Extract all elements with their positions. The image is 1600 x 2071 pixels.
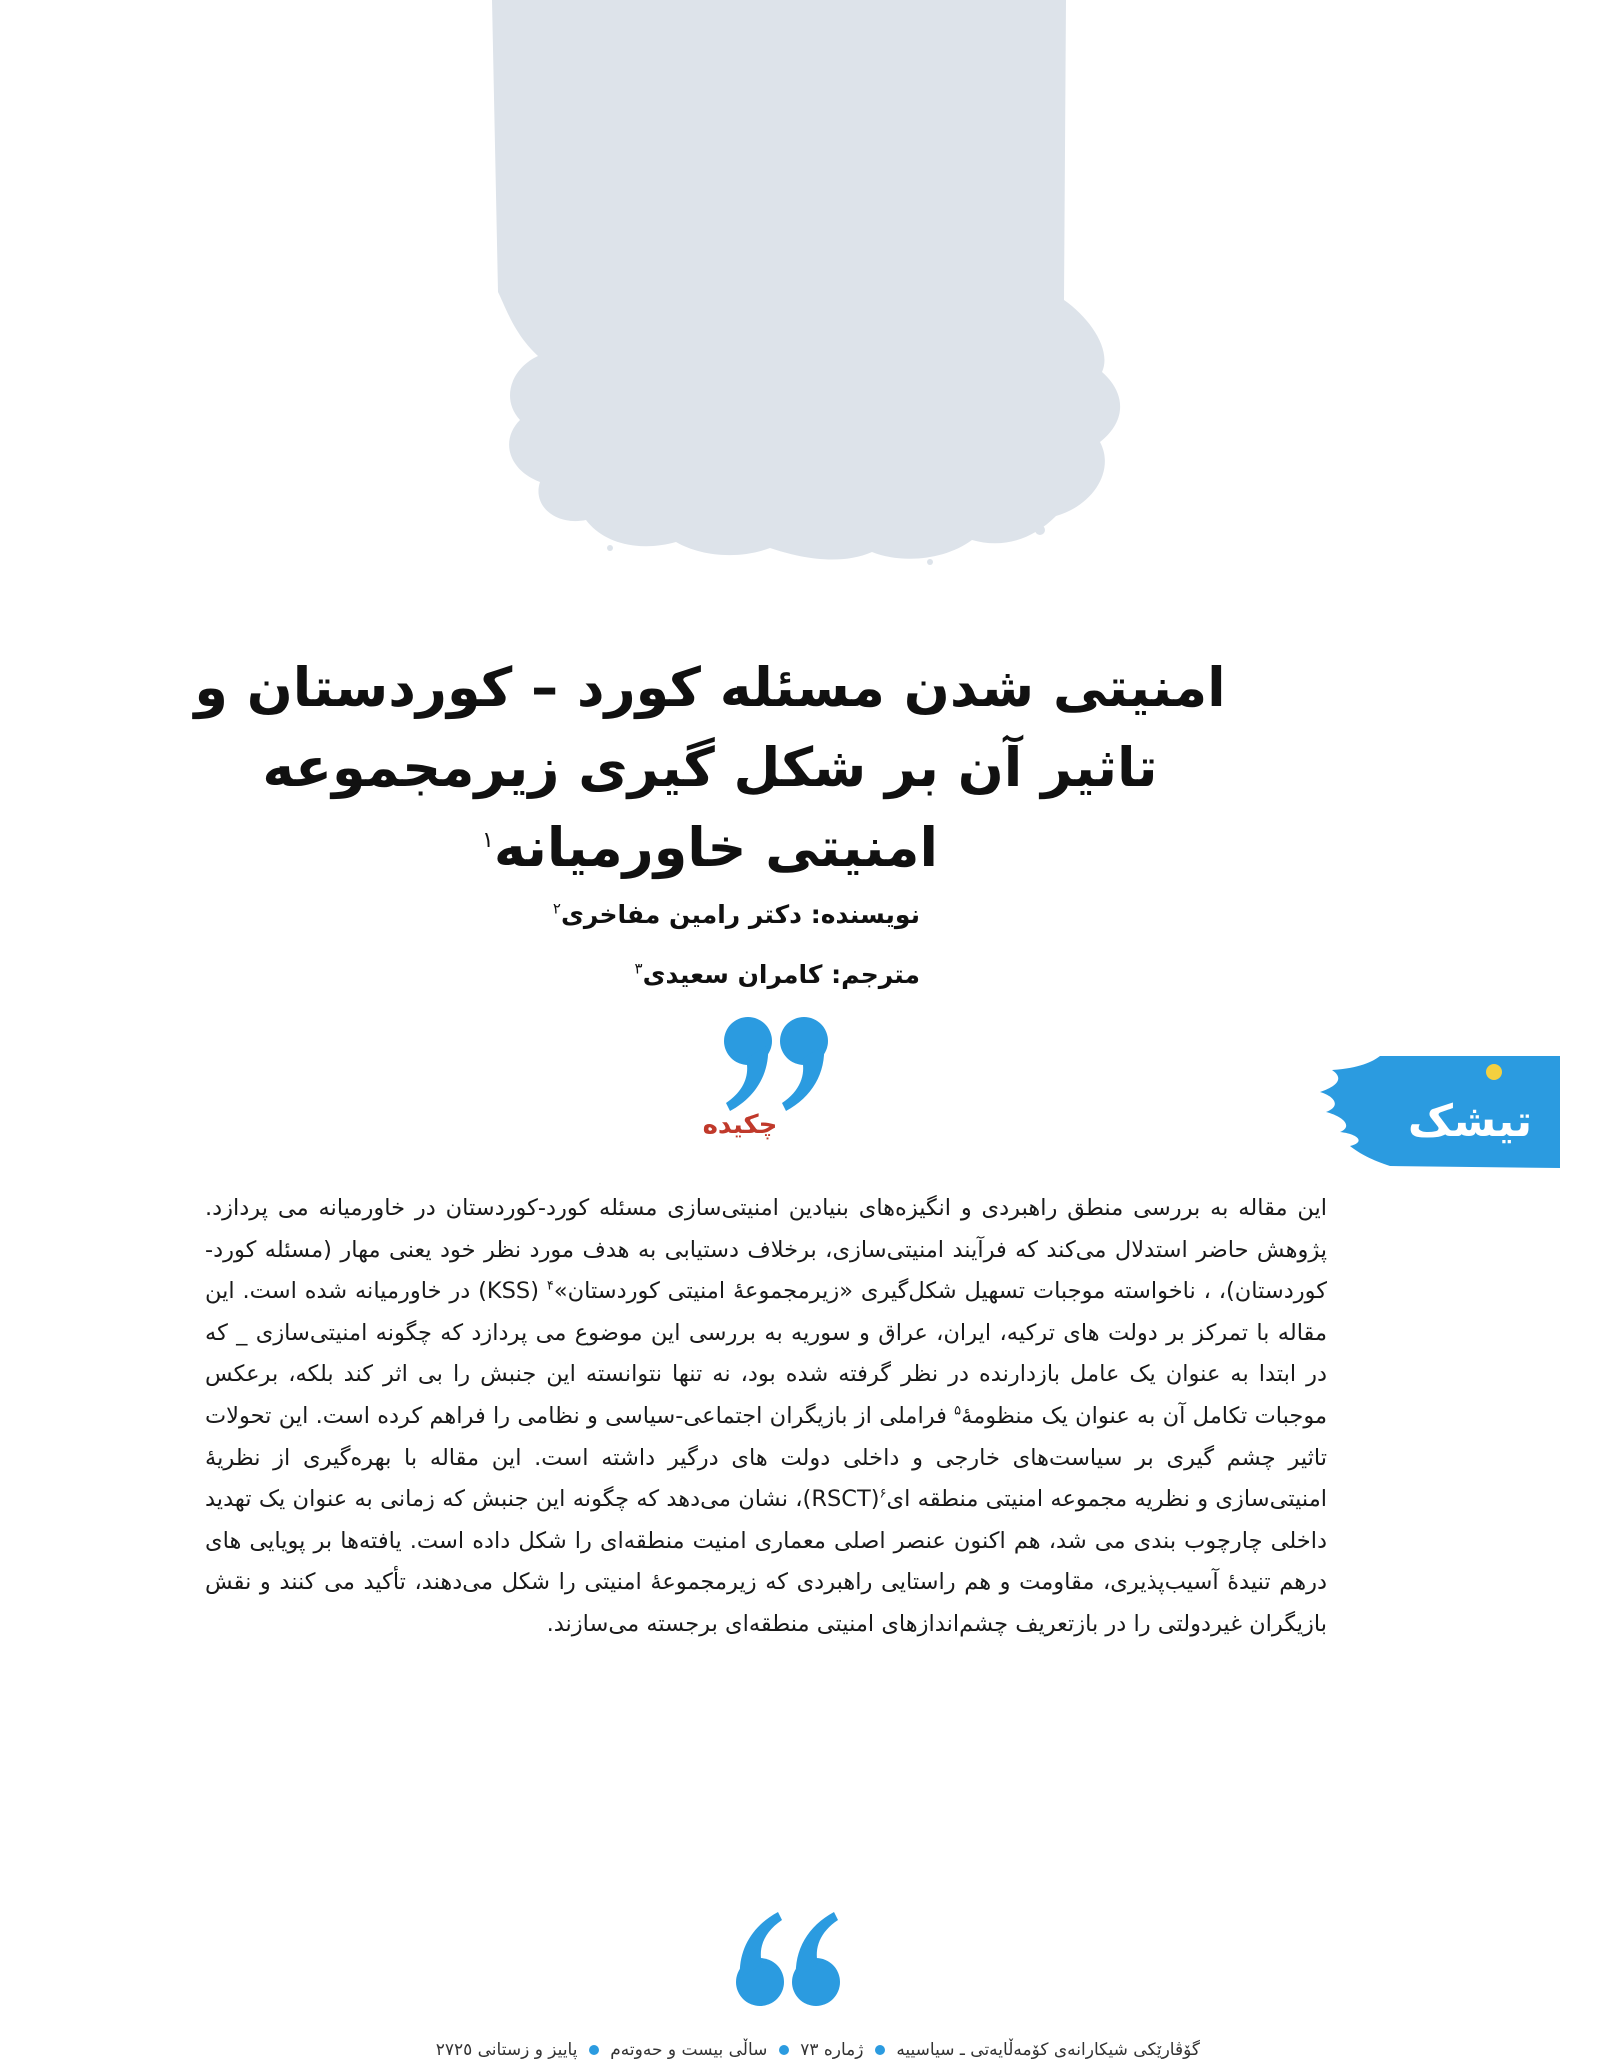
title-line-3 [160,808,1260,888]
author-footnote-ref: ۲ [552,899,561,918]
bullet-dot-icon [875,2045,885,2055]
footer-issue-number: ژمارە ٧٣ [800,2040,864,2060]
splash-speck [607,545,613,551]
bullet-dot-icon [779,2045,789,2055]
abstract-text-part-4: (RSCT)، نشان می‌دهد که چگونه این جنبش که زمانی به عنوان یک تهدید داخلی چارچوب بندی می شد، هم اکنون عنصر اصلی معماری امنیت منطقه‌ای را شکل داده است. یافته‌ها بر پویایی های درهم تنیدهٔ آسیب‌پذیری، مقاومت و هم راستایی راهبردی که زیرمجموعهٔ امنیتی را شکل می‌دهند، تأکید می کنند و نقش بازیگران غیردولتی را در بازتعریف چشم‌اندازهای امنیتی منطقه‌ای برجسته می‌سازند. [205,1486,1327,1637]
splash-speck [548,474,556,482]
quote-open-icon [716,1015,836,1115]
bullet-dot-icon [589,2045,599,2055]
title-line-1: امنیتی شدن مسئله کورد – کوردستان و [194,656,1226,720]
abstract-body [205,1188,1327,1646]
translator-footnote-ref: ۳ [634,959,643,978]
footnote-ref-6: ۶ [879,1486,887,1502]
author-line [200,895,920,935]
title-line-2: تاثیر آن بر شکل گیری زیرمجموعه [262,736,1158,800]
translator-text: مترجم: کامران سعیدی [642,960,920,989]
footnote-ref-4: ۴ [546,1278,554,1294]
abstract-text-part-3: فراملی از بازیگران اجتماعی-سیاسی و نظامی را فراهم کرده است. این تحولات تاثیر چشم گیری بر سیاست‌های خارجی و داخلی دولت های درگیر داشته است. این مقاله با بهره‌گیری از نظریهٔ امنیتی‌سازی و نظریه مجموعه امنیتی منطقه ای [205,1402,1327,1513]
splash-speck [1035,525,1045,535]
title-line-3-text: امنیتی خاورمیانه [493,816,938,880]
footer-journal-description: گۆڤارێکی شیکارانەی کۆمەڵایەتی ـ سیاسییە [896,2040,1200,2060]
footer-season-date: پاییز و زستانی ٢٧٢٥ [435,2040,578,2060]
footnote-ref-5: ۵ [954,1403,962,1419]
author-text: نویسنده: دکتر رامین مفاخری [560,900,920,929]
abstract-heading: چکیده [702,1110,778,1140]
footer-volume-year: ساڵی بیست و حەوتەم [610,2040,768,2060]
badge-logo-text: تیشک [1407,1096,1533,1147]
badge-star-dot [1486,1064,1502,1080]
splash-shape [492,0,1120,560]
page-footer [340,2040,1200,2060]
abstract-text-part-2: (KSS) در خاورمیانه شده است. این مقاله با تمرکز بر دولت های ترکیه، ایران، عراق و سوریه به بررسی این موضوع می پردازد که چگونه امنیتی‌سازی _ که در ابتدا به عنوان یک عامل بازدارنده در نظر گرفته شده بود، نه تنها نتوانسته این جنبش را بی اثر کند بلکه، برعکس موجبات تکامل آن به عنوان یک منظومهٔ [205,1278,1327,1429]
publisher-logo-icon [1320,1050,1560,1170]
header-paint-splash [0,0,1600,600]
article-title [160,648,1260,888]
quote-close-icon [728,1908,848,2008]
splash-speck [927,559,933,565]
translator-line [200,955,920,995]
abstract-text-part-1: این مقاله به بررسی منطق راهبردی و انگیزه‌های بنیادین امنیتی‌سازی مسئله کورد-کوردستان در خاورمیانه می پردازد. پژوهش حاضر استدلال می‌کند که فرآیند امنیتی‌سازی، برخلاف دستیابی به هدف مورد نظر خود یعنی مهار (مسئله کورد- کوردستان)، ، ناخواسته موجبات تسهیل شکل‌گیری «زیرمجموعهٔ امنیتی کوردستان» [205,1195,1328,1305]
title-footnote-ref: ۱ [482,828,494,854]
